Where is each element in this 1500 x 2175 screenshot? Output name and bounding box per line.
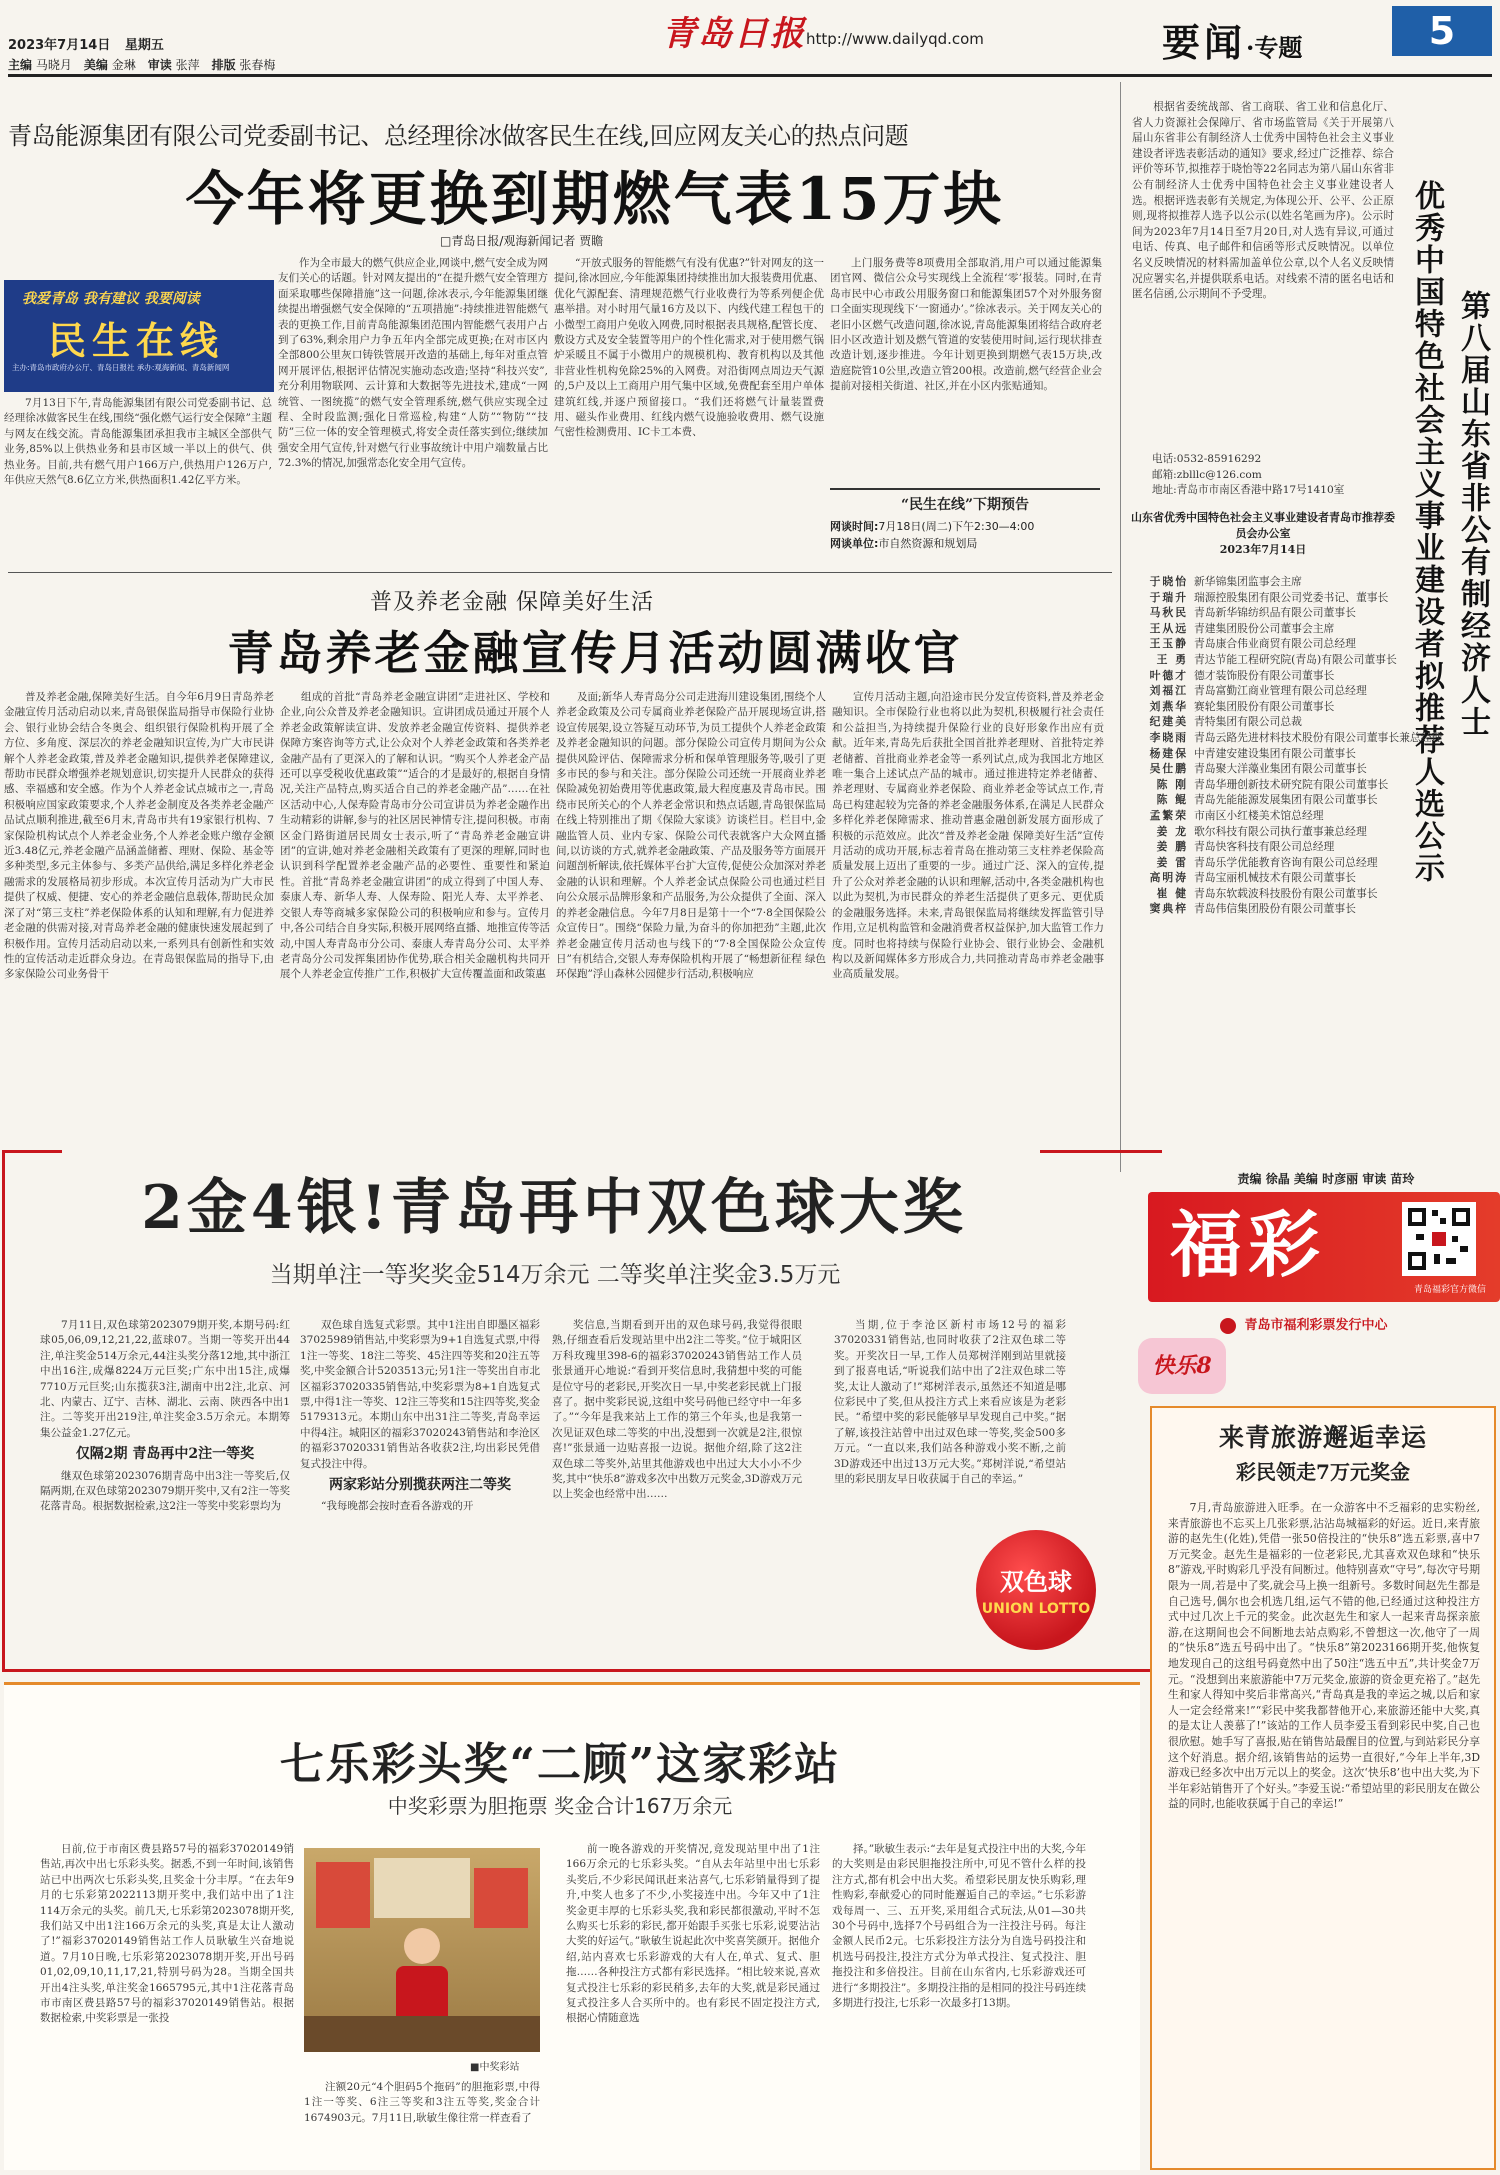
gas-col-4: 上门服务费等8项费用全部取消,用户可以通过能源集团官网、微信公众号实现线上全流程‘零’报装。同时,在青岛市民中心市政公用服务窗口和能源集团57个对外服务窗口全面实现现线下‘一窗通办’。”徐冰表示。关于网友关心的老旧小区燃气改造问题,徐冰说,青岛能源集团将结合政府老旧小区改造计划及燃气管道的安装使用时间,运行现状排查改造计划,逐步推进。今年计划更换到期燃气表15万块,改造庭院管10公里,改造立管200根。改造前,燃气经营企业会提前对接相关街道、社区,并在小区内张贴通知。 [830, 257, 1102, 393]
gas-headline: 今年将更换到期燃气表15万块 [185, 165, 1005, 233]
nominee-unit: 青岛华珊创新技术研究院有限公司董事长 [1194, 777, 1389, 791]
nominee-name: 于瑞升 [1149, 590, 1188, 604]
fucai-logo-text: 福彩 [1170, 1202, 1327, 1287]
credit-editor: 主编 马晓月 [8, 58, 72, 72]
page-number: 5 [1392, 6, 1492, 56]
nominee-unit: 赛轮集团股份有限公司董事长 [1194, 699, 1335, 713]
nominee-title-line1: 第八届山东省非公有制经济人士 [1455, 290, 1490, 738]
page-credits [8, 56, 275, 73]
nominee-name: 杨建保 [1149, 746, 1188, 760]
nominee-row [1130, 653, 1492, 668]
pension-headline: 青岛养老金融宣传月活动圆满收官 [227, 626, 963, 680]
nominee-notice: 根据省委统战部、省工商联、省工业和信息化厅、省人力资源社会保障厅、省市场监管局《关于开展第八届山东省非公有制经济人士优秀中国特色社会主义事业建设者评选表彰活动的通知》要求,经过广泛推荐、综合评价等环节,拟推荐于晓怡等22名同志为第八届山东省非公有制经济人士优秀中国特色社会主义事业建设者人选。根据评选表彰有关规定,为体现公开、公平、公正原则,现将拟推荐人选予以公示(以姓名笔画为序)。公示时间为2023年7月14日至7月20日,对人选有异议,可通过电话、传真、电子邮件和信函等形式反映情况。以单位名义反映情况的材料需加盖单位公章,以个人名义反映情况应署实名,并提供联系电话。对线索不清的匿名电话和匿名信函,公示期间不予受理。 [1132, 101, 1394, 301]
nominee-name: 叶德才 [1149, 668, 1188, 682]
story-subhead: 彩民领走7万元奖金 [1236, 1460, 1410, 1484]
banner-title: 民生在线 [48, 318, 225, 363]
nominee-name: 李晓雨 [1149, 730, 1188, 744]
qlc-photo-caption: ■中奖彩站 [470, 2062, 520, 2073]
nominee-unit: 新华锦集团监事会主席 [1194, 575, 1302, 588]
nominee-row [1130, 684, 1492, 699]
nominee-name: 马秋民 [1149, 606, 1188, 620]
nominee-row [1130, 825, 1492, 840]
nominee-unit: 青岛快客科技有限公司总经理 [1194, 840, 1335, 854]
nominee-name: 孟繁荣 [1149, 808, 1188, 822]
nominee-row [1130, 809, 1492, 824]
section-rule-1 [8, 572, 1112, 573]
nominee-unit: 青岛宝丽机械技术有限公司董事长 [1194, 871, 1356, 885]
banner-slogan: 我爱青岛 我有建议 我要阅读 [22, 291, 200, 307]
nominee-row [1130, 637, 1492, 652]
nominee-row [1130, 591, 1492, 606]
nominee-row [1130, 856, 1492, 871]
nominee-name: 姜 雷 [1156, 855, 1188, 869]
nominee-name: 于晓怡 [1149, 575, 1188, 588]
masthead-date [8, 34, 164, 53]
nominee-row [1130, 669, 1492, 684]
nominee-list [1130, 575, 1492, 918]
nominee-name: 刘燕华 [1149, 699, 1188, 713]
nominee-name: 王从远 [1149, 621, 1188, 635]
pension-kicker: 普及养老金融 保障美好生活 [370, 590, 654, 615]
nominee-unit: 德才装饰股份有限公司董事长 [1194, 668, 1335, 682]
nominee-row [1130, 887, 1492, 902]
nominee-unit: 青达节能工程研究院(青岛)有限公司董事长 [1194, 652, 1397, 666]
nominee-unit: 青岛乐学优能教育咨询有限公司总经理 [1194, 855, 1378, 869]
nominee-row [1130, 762, 1492, 777]
nominee-row [1130, 575, 1492, 590]
nominee-name: 刘福江 [1149, 684, 1188, 698]
nominee-unit: 青岛先能能源发展集团有限公司董事长 [1194, 793, 1378, 807]
nominee-unit: 瑞源控股集团有限公司党委书记、董事长 [1194, 590, 1389, 604]
story-body: 7月,青岛旅游进入旺季。在一众游客中不乏福彩的忠实粉丝,来青旅游也不忘买上几张彩票,沾沾岛城福彩的好运。近日,来青旅游的赵先生(化姓),凭借一张50倍投注的“快乐8”选五彩票,喜中7万元奖金。赵先生是福彩的一位老彩民,尤其喜欢双色球和“快乐8”游戏,平时购彩几乎没有间断过。他特别喜欢“守号”,每次守号期限为一周,若是中了奖,就会马上换一组新号。多数时间赵先生都是自己选号,偶尔也会机选几组,运气不错的他,已经通过这种投注方式中过几次上千元的奖金。此次赵先生和家人一起来青岛探亲旅游,在这期间也会不间断地去站点购彩,不曾想这一次,他守了一周的“快乐8”选五号码中出了。“快乐8”第2023166期开奖,他恢复地发现自己的这组号码竟然中出了50注“选五中五”,共计奖金7万元。“没想到出来旅游能中7万元奖金,旅游的资金更充裕了。”赵先生和家人得知中奖后非常高兴,“青岛真是我的幸运之城,以后和家人一定会经常来!”“彩民中奖我都替他开心,来旅游还能中大奖,真的是太让人羡慕了!”该站的工作人员李爱玉看到彩民中奖,自己也很欣慰。她手写了喜报,贴在销售站最醒目的位置,与到站彩民分享这个好消息。据介绍,该销售站的运势一直很好,“今年上半年,3D游戏已经多次中出万元以上的奖金。这次‘快乐8’也中出大奖,为下半年彩站销售开了个好头。”李爱玉说:“希望站里的彩民朋友在做公益的同时,也能收获属于自己的幸运!” [1168, 1501, 1480, 1811]
gas-col-2: 作为全市最大的燃气供应企业,网谈中,燃气安全成为网友们关心的话题。针对网友提出的“在提升燃气安全管理方面采取哪些保障措施”这一问题,徐冰表示,今年能源集团继续提出增强燃气安全保障的“五项措施”:持续推进智能燃气表的更换工作,目前青岛能源集团范围内智能燃气表用户占到了63%,剩余用户力争五年内全部完成更换;在对市区内全部800公里灰口铸铁管展开改造的基础上,每年对重点管网开展评估,根据评估情况实施动态改造;坚持“科技兴安”,充分利用物联网、云计算和大数据等先进技术,建成“一网统管、一图统揽”的燃气安全管理系统,燃气供应实现全过程、全时段监测;强化日常巡检,构建“人防”“物防”“技防”三位一体的安全管理模式,将安全责任落实到位;继续加强安全用气宣传,针对燃气行业事故统计中用户端数量占比72.3%的情况,加强常态化安全用气宣传。 [278, 257, 548, 470]
nominee-contact [1132, 452, 1394, 499]
preview-time: 网谈时间:7月18日(周二)下午2:30—4:00 [830, 520, 1035, 533]
gas-byline: □青岛日报/观海新闻记者 贾瞻 [440, 234, 604, 248]
nominee-unit: 青岛新华锦纺织品有限公司董事长 [1194, 606, 1356, 620]
nominee-row [1130, 715, 1492, 730]
issue-date: 2023年7月14日 [8, 38, 111, 53]
nominee-unit: 青岛富勤江商业管理有限公司总经理 [1194, 684, 1367, 698]
preview-title: “民生在线”下期预告 [900, 497, 1030, 513]
nominee-name: 姜 龙 [1156, 824, 1188, 838]
kuaile8-badge: 快乐8 [1138, 1338, 1226, 1394]
website-url[interactable]: http://www.dailyqd.com [806, 30, 984, 48]
qlc-headline: 七乐彩头奖“二顾”这家彩站 [279, 1739, 841, 1790]
qr-code[interactable] [1402, 1202, 1476, 1276]
nominee-name: 王玉静 [1149, 637, 1188, 651]
nominee-title-line2: 优秀中国特色社会主义事业建设者拟推荐人选公示 [1409, 180, 1444, 884]
ssq-logo-en: UNION LOTTO [981, 1601, 1091, 1617]
nominee-row [1130, 793, 1492, 808]
credit-proofreader: 审读 张萍 [147, 58, 200, 72]
qlc-col-3: 前一晚各游戏的开奖情况,竟发现站里中出了1注166万余元的七乐彩头奖。“自从去年站里中出七乐彩头奖后,不少彩民闻讯赶来沾喜气,七乐彩销量得到了提升,中奖人也多了不少,小奖接连中出。今年又中了1注奖金更丰厚的七乐彩头奖,我和彩民都很激动,平时不怎么购买七乐彩的彩民,都开始跟手买张七乐彩,说要沾沾大奖的好运气。”耿敏生说起此次中奖喜笑颜开。据他介绍,站内喜欢七乐彩游戏的大有人在,单式、复式、胆拖……各种投注方式都有彩民选择。“相比较来说,喜欢复式投注七乐彩的彩民稍多,去年的大奖,就是彩民通过复式投注多人合买所中的。也有彩民不固定投注方式,根据心情随意选 [566, 1843, 820, 2025]
nominee-row [1130, 871, 1492, 886]
minsheng-banner [4, 280, 274, 392]
nominee-row [1130, 731, 1492, 746]
nominee-name: 陈 鲲 [1156, 793, 1188, 807]
lottery-credits: 责编 徐晶 美编 时彦丽 审读 苗玲 [1237, 1172, 1415, 1186]
nominee-unit: 青建集团股份公司董事会主席 [1194, 621, 1335, 635]
ssq-subhead-2: 两家彩站分别揽获两注二等奖 [329, 1477, 511, 1494]
org-date: 2023年7月14日 [1219, 543, 1307, 556]
nominee-unit: 歌尔科技有限公司执行董事兼总经理 [1194, 824, 1367, 838]
lottery-subtitle: 当期单注一等奖奖金514万余元 二等奖单注奖金3.5万元 [269, 1262, 841, 1288]
nominee-name: 窦典梓 [1149, 902, 1188, 916]
nominee-row [1130, 622, 1492, 637]
nominee-name: 陈 刚 [1156, 777, 1188, 791]
paper-logo: 青岛日报 [662, 14, 806, 54]
nominee-row [1130, 700, 1492, 715]
lottery-top-rule-2 [1040, 1150, 1162, 1153]
fucai-center: 青岛市福利彩票发行中心 [1220, 1314, 1388, 1334]
ssq-logo [976, 1530, 1096, 1650]
fucai-mark-icon [1220, 1318, 1236, 1334]
story-headline: 来青旅游邂逅幸运 [1218, 1423, 1427, 1452]
nominee-row [1130, 606, 1492, 621]
qlc-col-4: 择。”耿敏生表示:“去年是复式投注中出的大奖,今年的大奖则是由彩民胆拖投注所中,可见不管什么样的投注方式,都有机会中出大奖。希望彩民朋友快乐购彩,理性购彩,奉献爱心的同时能邂逅自己的幸运。”七乐彩游戏每周一、三、五开奖,采用组合式玩法,从01—30共30个号码中,选择7个号码组合为一注投注号码。每注金额人民币2元。七乐彩投注方法分为自选号码投注和机选号码投注,投注方式分为单式投注、复式投注、胆拖投注和多倍投注。目前在山东省内,七乐彩游戏还可进行“多期投注”。多期投注指的是相同的投注号码连续多期进行投注,七乐彩一次最多打13期。 [832, 1843, 1086, 2010]
nominee-name: 崔 健 [1156, 886, 1188, 900]
contact-email[interactable]: 邮箱:zblllc@126.com [1152, 468, 1262, 481]
credit-designer: 美编 金琳 [83, 58, 136, 72]
nominee-name: 王 勇 [1156, 652, 1188, 666]
banner-host: 主办:青岛市政府办公厅、青岛日报社 承办:观海新闻、青岛新闻网 [12, 363, 230, 372]
nominee-unit: 青岛聚大洋藻业集团有限公司董事长 [1194, 762, 1367, 776]
pension-col-3: 及面;新华人寿青岛分公司走进海川建设集团,围绕个人养老金政策及公司专属商业养老保险产品开展现场宣讲,搭设宣传展架,设立答疑互动环节,为员工提供个人养老金政策及养老金融知识的问题。部分保险公司宣传月期间为公众提供风险评估、保障需求分析和保单管理服务等,吸引了更多市民的参与和关注。部分保险公司还统一开展商业养老保险减免初始费用等优惠政策,最大程度惠及青岛市民。围绕市民所关心的个人养老金常识和热点话题,青岛银保监局在线上特别推出了期《保险大家谈》访谈栏目。栏目中,金融监管人员、业内专家、保险公司代表就客户大众网直播间,以访谈的方式,就养老金融政策、产品及服务等方面展开问题剖析解读,依托媒体平台扩大宣传,促使公众加深对养老金融的认识和理解。个人养老金试点保险公司也通过栏目向公众展示品牌形象和产品服务,为公众提供了全面、深入的养老金融信息。今年7月8日是第十一个“7·8全国保险公众宣传日”。围绕“保险力量,为奋斗的你加把劲”主题,此次养老金融宣传月活动也与线下的“7·8全国保险公众宣传日”有机结合,交银人寿寿保险机构开展了“畅想新征程 绿色环保跑”浮山森林公园健步行活动,积极响应 [556, 691, 826, 981]
qlc-col-1: 日前,位于市南区费县路57号的福彩37020149销售站,再次中出七乐彩头奖。据悉,不到一年时间,该销售站已中出两次七乐彩头奖,且奖金十分丰厚。“在去年9月的七乐彩第2022113期开奖中,我们站中出了1注114万余元的头奖。前几天,七乐彩第2023078期开奖,我们站又中出1注166万余元的头奖,真是太让人激动了!”福彩37020149销售站工作人员耿敏生兴奋地说道。7月10日晚,七乐彩第2023078期开奖,开出号码01,02,09,10,11,17,21,特别号码为28。当期全国共开出4注头奖,单注奖金1665795元,其中1注花落青岛市市南区费县路57号的福彩37020149销售站。根据数据检索,中奖彩票是一张投 [40, 1843, 294, 2025]
pension-col-2: 组成的首批“青岛养老金融宣讲团”走进社区、学校和企业,向公众普及养老金融知识。宣讲团成员通过开展个人养老金政策解读宣讲、发放养老金融宣传资料、提供养老保障方案咨询等方式,让公众对个人养老金政策和各类养老金融产品有了更深入的了解和认识。“购买个人养老金产品还可以享受税收优惠政策”“适合的才是最好的,根据自身情况,关注产品特点,购买适合自己的养老金融产品”……在社区活动中心,人保寿险青岛市分公司宣讲员为养老金融作出生动精彩的讲解,参与的社区居民神情专注,提问积极。市南区金门路街道居民周女士表示,听了“青岛养老金融宣讲团”的宣讲,她对养老金融相关政策有了更深的理解,同时也认识到科学配置养老金融产品的必要性、重要性和紧迫性。首批“青岛养老金融宣讲团”的成立得到了中国人寿、泰康人寿、新华人寿、人保寿险、阳光人寿、太平养老、交银人寿等商城多家保险公司的积极响应和参与。宣传月中,各公司结合自身实际,积极开展网络直播、地推宣传等活动,中国人寿青岛市分公司、泰康人寿青岛分公司、太平养老青岛分公司发挥集团协作优势,联合相关金融机构共同开展个人养老金宣传推广工作,积极扩大宣传覆盖面和政策惠 [280, 691, 550, 981]
nominee-unit: 青岛东软载波科技股份有限公司董事长 [1194, 886, 1378, 900]
gas-kicker: 青岛能源集团有限公司党委副书记、总经理徐冰做客民生在线,回应网友关心的热点问题 [8, 122, 909, 150]
gas-col-1: 7月13日下午,青岛能源集团有限公司党委副书记、总经理徐冰做客民生在线,围绕“强化燃气运行安全保障”主题与网友在线交流。青岛能源集团承担我市主城区全部供气业务,85%以上供热业务和县市区域一半以上的供气、供热业务。目前,共有燃气用户166万户,供热用户126万户,年供应天然气8.6亿立方米,供热面积1.42亿平方米。 [4, 397, 272, 487]
lottery-top-rule [2, 1150, 62, 1153]
gas-col-3: “开放式服务的智能燃气有没有优惠?”针对网友的这一提问,徐冰回应,今年能源集团持续推出加大报装费用优惠、优化气源配套、清理规范燃气行业收费行为等系列便企优惠举措。对小时用气量16方及以下、内线代建工程包干的小微型工商用户免收入网费,同时根据表具规格,配管长度、敷设方式及安全装置等用户的个性化需求,对于使用燃气锅炉采暖且不属于小微用户的规模机构、教育机构以及其他非营业性机构免除25%的入网费。对沿街网点周边天气源的,5户及以上工商用户用气集中区域,免费配套至用户单体建筑红线,并逐户预留接口。“我们还将燃气计量装置费用、磁头作业费用、红线内燃气设施验收费用、燃气设施气密性检测费用、IC卡工本费、 [554, 257, 824, 439]
ssq-col-1: 7月11日,双色球第2023079期开奖,本期号码:红球05,06,09,12,21,22,蓝球07。当期一等奖开出44注,单注奖金514万余元,44注头奖分落12地,其中浙江中出16注,成爆8224万元巨奖;广东中出15注,成爆7710万元巨奖;山东揽获3注,湖南中出2注,北京、河北、内蒙古、辽宁、吉林、湖北、云南、陕西各中出1注。二等奖开出219注,单注奖金3.5万余元。本期筹集公益金1.27亿元。 仅隔2期 青岛再中2注一等奖 继双色球第2023076期青岛中出3注一等奖后,仅隔两期,在双色球第2023079期开奖中,又有2注一等奖花落青岛。根据数据检索,这2注一等奖中奖彩票均为 [40, 1319, 290, 1513]
nominee-row [1130, 902, 1492, 917]
nominee-unit: 青岛康合伟业商贸有限公司总经理 [1194, 637, 1356, 651]
masthead-rule [8, 74, 1492, 77]
qlc-col-2: 注额20元“4个胆码5个拖码”的胆拖彩票,中得1注一等奖、6注三等奖和3注五等奖,奖金合计1674903元。7月11日,耿敏生像往常一样查看了 [304, 2081, 540, 2124]
nominee-name: 高明涛 [1149, 871, 1188, 885]
ssq-col-3: 奖信息,当期看到开出的双色球号码,我觉得很眼熟,仔细查看后发现站里中出2注二等奖。”位于城阳区万科玫瑰里398-6的福彩37020243销售站工作人员张景通开心地说:“看到开奖信息时,我猜想中奖的可能是位守号的老彩民,开奖次日一早,中奖老彩民就上门报喜了。据中奖彩民说,这组中奖号码他已经守中一年多了。”“今年是我来站上工作的第三个年头,也是我第一次见证双色球二等奖的中出,没想到一次就是2注,很惊喜!”张景通一边贴喜报一边说。据他介绍,除了这2注双色球二等奖外,站里其他游戏也中出过大大小小不少奖,其中“快乐8”游戏多次中出数万元奖金,3D游戏万元以上奖金也经常中出…… [552, 1319, 802, 1501]
nominee-org [1128, 510, 1398, 558]
nominee-row [1130, 778, 1492, 793]
org-name: 山东省优秀中国特色社会主义事业建设者青岛市推荐委员会办公室 [1131, 511, 1395, 540]
pension-col-4: 宣传月活动主题,向沿途市民分发宣传资料,普及养老金融知识。全市保险行业也将以此为契机,积极履行社会责任和公益担当,为持续提升保险行业的良好形象作出应有贡献。近年来,青岛先后获批全国首批养老理财、首批特定养老储蓄、首批商业养老金等一系列试点,成为我国北方地区唯一集合上述试点产品的城市。通过推进特定养老储蓄、养老理财、专属商业养老保险、商业养老金等试点工作,青岛已构建起较为完备的养老金融服务体系,在满足人民群众多样化养老保障需求、推动普惠金融创新发展方面形成了积极的示范效应。此次“普及养老金融 保障美好生活”宣传月活动的成功开展,标志着青岛在推动第三支柱养老保险高质量发展上迈出了重要的一步。通过广泛、深入的宣传,提升了公众对养老金融的认识和理解,活动中,各类金融机构也以此为契机,为市民群众的养老生活提供了更多元、更优质的金融服务选择。未来,青岛银保监局将继续发挥监管引导作用,立足机构监管和金融消费者权益保护,加大监管工作力度。同时也将持续与保险行业协会、银行业协会、金融机构以及新闻媒体多方形成合力,共同推动青岛市养老金融事业高质量发展。 [832, 691, 1104, 981]
qlc-subtitle: 中奖彩票为胆拖票 奖金合计167万余元 [387, 1794, 733, 1818]
nominee-name: 姜 鹏 [1156, 840, 1188, 854]
preview-box [830, 488, 1100, 558]
qr-caption: 青岛福彩官方微信 [1413, 1285, 1486, 1295]
nominee-name: 纪建美 [1149, 715, 1188, 729]
pension-col-1: 普及养老金融,保障美好生活。自今年6月9日青岛养老金融宣传月活动启动以来,青岛银保监局指导市保险行业协会、银行业协会结合冬奥会、组织银行保险机构开展了全方位、多角度、深层次的养老金融知识宣传,为广大市民讲解个人养老金政策,普及养老金融知识,提供养老保障建议,帮助市民群众增强养老规划意识,切实提升人民群众的获得感、幸福感和安全感。作为个人养老金试点城市之一,青岛积极响应国家政策要求,个人养老金制度及各类养老金融产品试点顺利推进,截至6月末,青岛市共有19家银行机构、7家保险机构试点个人养老金业务,个人养老金账户缴存金额近3.48亿元,养老金融产品涵盖储蓄、理财、保险、基金等多种类型,多元主体参与、多类产品供给,满足多样化养老金融需求的发展格局初步形成。本次宣传月活动为广大市民提供了权威、便捷、安心的养老金融信息载体,帮助民众加深了对“第三支柱”养老保险体系的认知和理解,有力促进养老金融的供需对接,对青岛养老金融的健康快速发展起到了积极作用。宣传月活动启动以来,一系列具有创新性和实效性的宣传活动走近群众身边。在青岛银保监局的指导下,由多家保险公司业务骨干 [4, 691, 274, 981]
nominee-unit: 青岛云路先进材料技术股份有限公司董事长兼总经理 [1194, 730, 1443, 744]
credit-layout: 排版 张春梅 [211, 58, 276, 72]
nominee-row [1130, 747, 1492, 762]
ssq-col-2: 双色球自选复式彩票。其中1注出自即墨区福彩37025989销售站,中奖彩票为9+1自选复式票,中得1注一等奖、18注二等奖、45注四等奖和20注五等奖,中奖金额合计5203513元;另1注一等奖出自市北区福彩37020335销售站,中奖彩票为8+1自选复式票,中得1注一等奖、12注三等奖和15注四等奖,奖金5179313元。本期山东中出31注二等奖,青岛幸运中得4注。城阳区的福彩37020243销售站和李沧区的福彩37020331销售站各收获2注,均出彩民凭借复式投注中得。 两家彩站分别揽获两注二等奖 “我每晚都会按时查看各游戏的开 [300, 1319, 540, 1513]
nominee-row [1130, 840, 1492, 855]
ssq-col-4: 当期,位于李沧区新村市场12号的福彩37020331销售站,也同时收获了2注双色球二等奖。开奖次日一早,工作人员郑树洋刚到站里就接到了报喜电话,“听说我们站中出了2注双色球二等奖,太让人激动了!”郑树洋表示,虽然还不知道是哪位彩民中了奖,但从投注方式上来看应该是为老彩民。“希望中奖的彩民能够早早发现自己中奖。”据了解,该投注站曾中出过双色球一等奖,奖金500多万元。“一直以来,我们站各种游戏小奖不断,之前3D游戏还中出过13万元大奖。”郑树洋说,“希望站里的彩民朋友早日收获属于自己的幸运。” [834, 1319, 1066, 1486]
lottery-headline: 2金4银!青岛再中双色球大奖 [141, 1173, 967, 1243]
nominee-name: 吴仕鹏 [1149, 762, 1188, 776]
nominee-unit: 青特集团有限公司总裁 [1194, 715, 1302, 729]
qlc-photo [304, 1848, 540, 2052]
nominee-unit: 中青建安建设集团有限公司董事长 [1194, 746, 1356, 760]
contact-address: 地址:青岛市市南区香港中路17号1410室 [1152, 484, 1345, 497]
ssq-logo-cn: 双色球 [1000, 1567, 1072, 1596]
nominee-unit: 青岛伟信集团股份有限公司董事长 [1194, 902, 1356, 916]
ssq-subhead-1: 仅隔2期 青岛再中2注一等奖 [75, 1446, 255, 1463]
nominee-unit: 市南区小红楼美术馆总经理 [1194, 808, 1324, 822]
issue-weekday: 星期五 [124, 38, 164, 53]
fucai-banner [1148, 1192, 1500, 1302]
contact-phone: 电话:0532-85916292 [1152, 453, 1262, 465]
section-label: 要闻·专题 [1162, 20, 1303, 65]
photo-clerk-figure [304, 1848, 540, 2052]
preview-unit: 网谈单位:市自然资源和规划局 [830, 537, 978, 550]
